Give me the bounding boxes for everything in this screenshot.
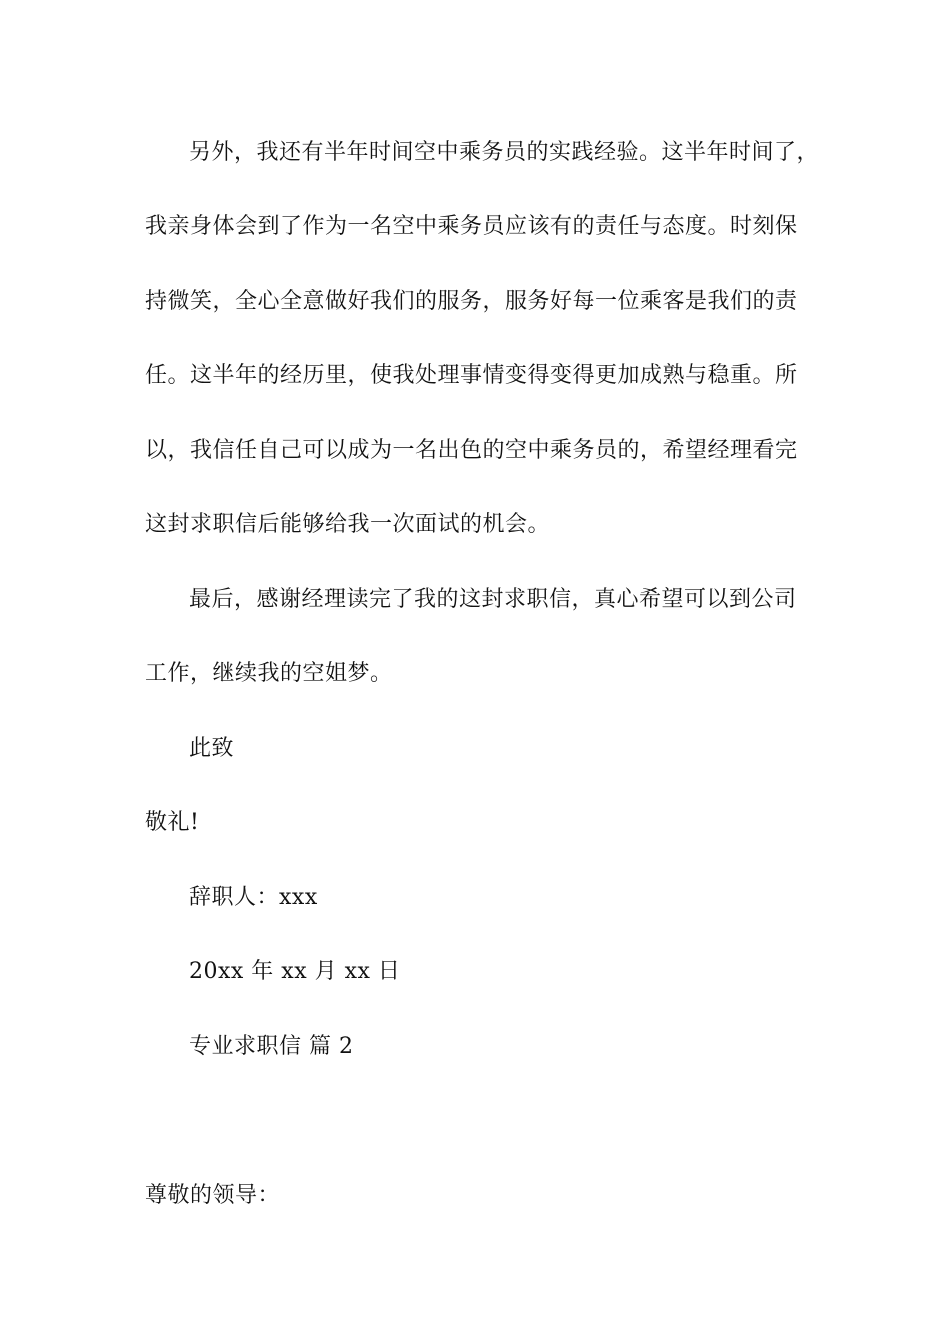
paragraph-line-3: 持微笑，全心全意做好我们的服务，服务好每一位乘客是我们的责 [145,289,798,314]
paragraph-line-6: 这封求职信后能够给我一次面试的机会。 [145,512,551,537]
closing-regards: 敬礼! [145,810,200,835]
signature-date: 20xx 年 xx 月 xx 日 [189,959,401,984]
signature-name: 辞职人：xxx [189,885,318,910]
closing-salutation: 此致 [189,736,235,761]
letter-greeting: 尊敬的领导： [145,1183,281,1208]
paragraph-line-1: 另外，我还有半年时间空中乘务员的实践经验。这半年时间了， [189,140,820,165]
paragraph-line-5: 以，我信任自己可以成为一名出色的空中乘务员的，希望经理看完 [145,438,798,463]
section-title: 专业求职信 篇 2 [189,1034,354,1059]
paragraph-line-4: 任。这半年的经历里，使我处理事情变得变得更加成熟与稳重。所 [145,363,798,388]
paragraph-line-2: 我亲身体会到了作为一名空中乘务员应该有的责任与态度。时刻保 [145,214,798,239]
paragraph-line-8: 工作，继续我的空姐梦。 [145,661,393,686]
paragraph-line-7: 最后，感谢经理读完了我的这封求职信，真心希望可以到公司 [189,587,797,612]
